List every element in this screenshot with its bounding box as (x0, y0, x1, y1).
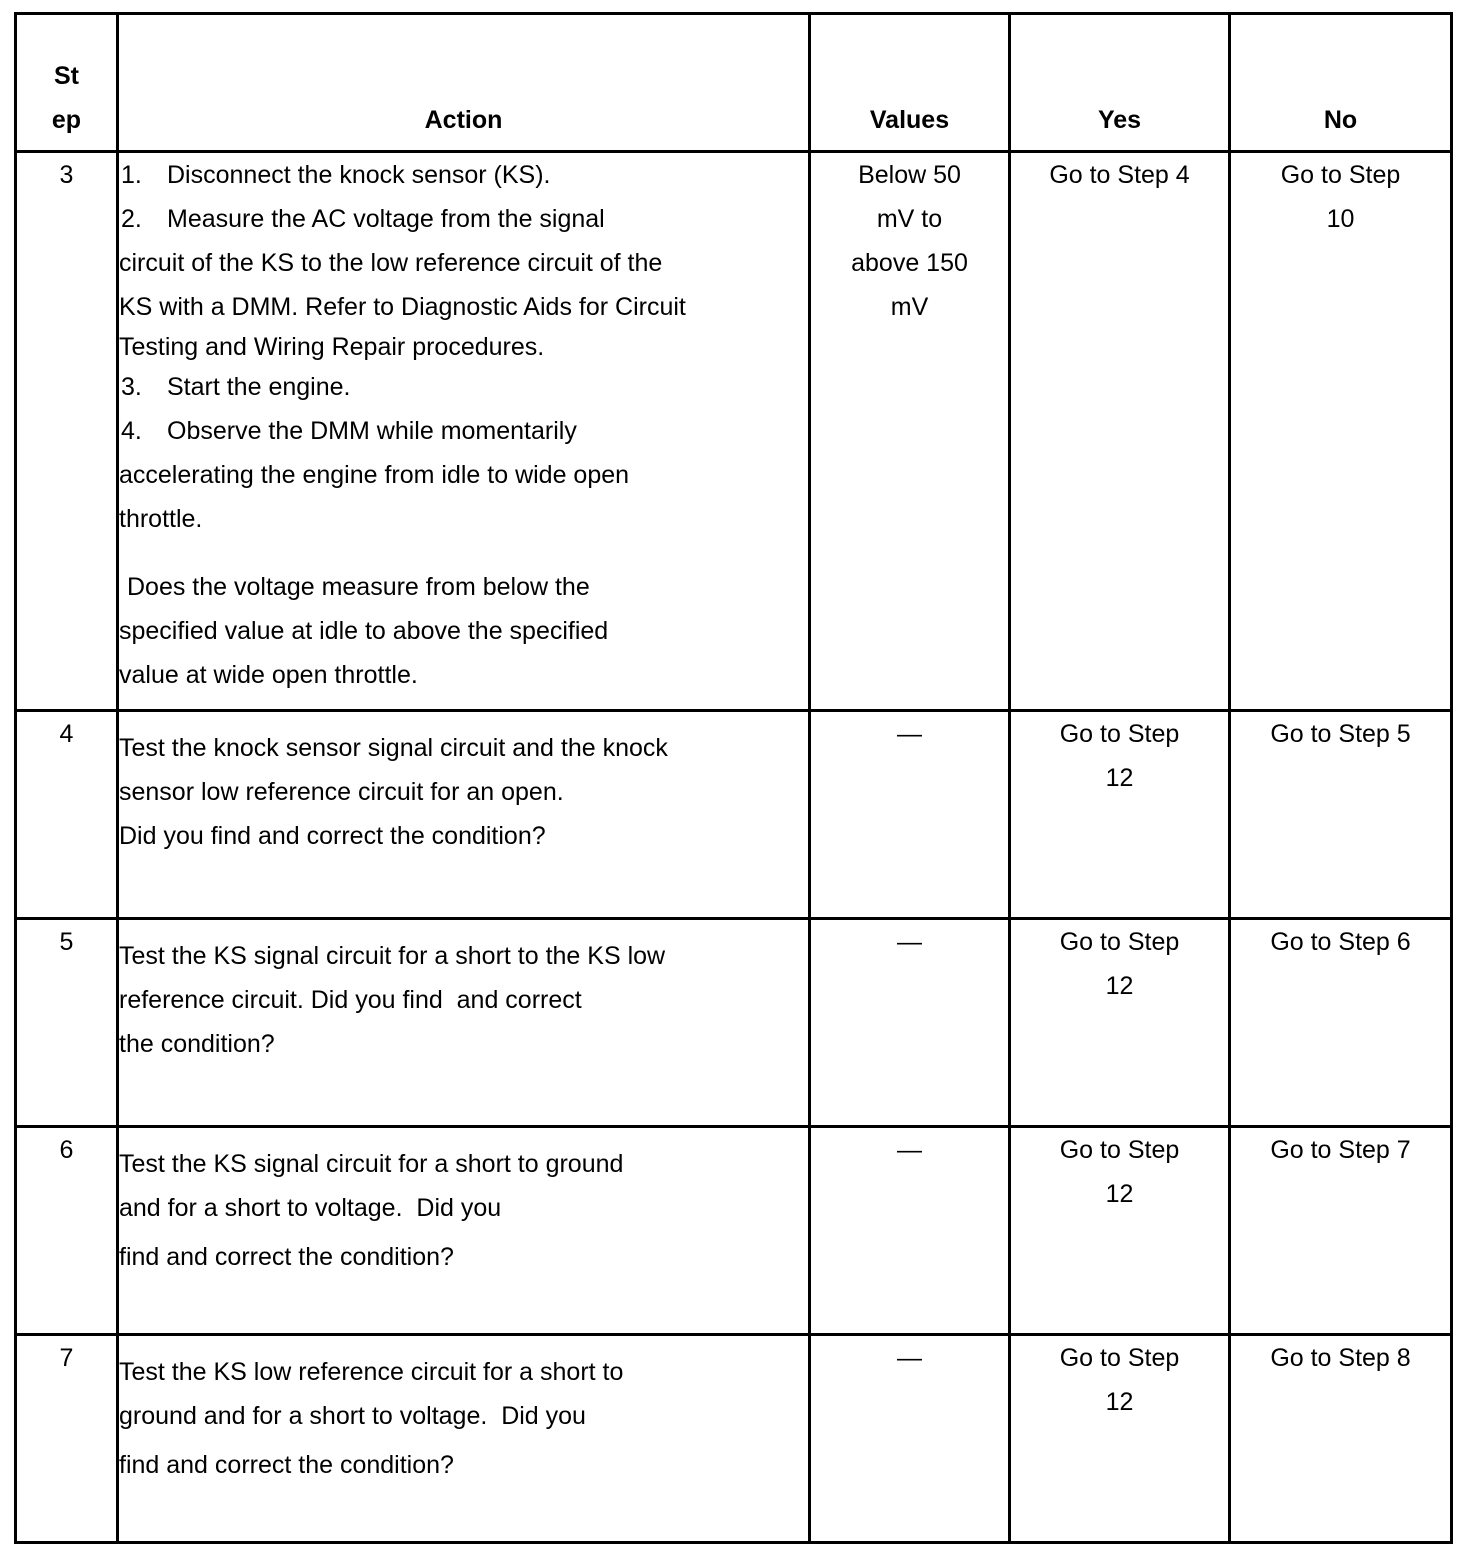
header-step-line1: St (54, 62, 79, 90)
no-cell (1230, 711, 1452, 919)
action-line: Test the knock sensor signal circuit and the knock (119, 734, 668, 762)
header-row (16, 14, 1452, 152)
header-step-line2: ep (51, 106, 82, 134)
values-line: Below 50 (858, 161, 961, 189)
action-line: find and correct the condition? (119, 1451, 454, 1479)
yes-cell (1010, 919, 1230, 1127)
values-dash: — (897, 1136, 922, 1164)
header-values: Values (810, 14, 1010, 152)
no-cell (1230, 152, 1452, 711)
question-line: Does the voltage measure from below the (127, 573, 590, 601)
action-cell (118, 711, 810, 919)
yes-line: 12 (1105, 1388, 1134, 1416)
action-line: accelerating the engine from idle to wide open (119, 461, 630, 489)
action-line: Testing and Wiring Repair procedures. (119, 333, 545, 361)
no-line: Go to Step 5 (1270, 720, 1411, 748)
action-line: reference circuit. Did you find and correct (119, 986, 582, 1014)
table-row-step-3 (16, 152, 1452, 711)
values-line: above 150 (851, 249, 968, 277)
step-number: 6 (16, 1127, 118, 1335)
action-line: ground and for a short to voltage. Did you (119, 1402, 586, 1430)
action-line: KS with a DMM. Refer to Diagnostic Aids for Circuit (119, 293, 686, 321)
action-line: Test the KS signal circuit for a short to ground (119, 1150, 624, 1178)
values-line: mV to (876, 205, 943, 233)
action-line: find and correct the condition? (119, 1243, 454, 1271)
step-number: 7 (16, 1335, 118, 1543)
action-line: circuit of the KS to the low reference circuit of the (119, 249, 663, 277)
action-item-2: 2. Measure the AC voltage from the signal (121, 205, 605, 233)
question-line: value at wide open throttle. (119, 661, 418, 689)
action-line: Test the KS low reference circuit for a short to (119, 1358, 624, 1386)
action-line: sensor low reference circuit for an open. (119, 778, 564, 806)
yes-line: Go to Step (1059, 720, 1180, 748)
values-line: mV (890, 293, 929, 321)
action-line: throttle. (119, 505, 203, 533)
table-row-step-6 (16, 1127, 1452, 1335)
action-line: and for a short to voltage. Did you (119, 1194, 502, 1222)
values-cell (810, 152, 1010, 711)
action-line: Did you find and correct the condition? (119, 822, 546, 850)
no-line: Go to Step 7 (1270, 1136, 1411, 1164)
question-line: specified value at idle to above the specified (119, 617, 609, 645)
yes-line: Go to Step (1059, 1344, 1180, 1372)
no-line: Go to Step 8 (1270, 1344, 1411, 1372)
yes-cell (1010, 711, 1230, 919)
table-row-step-4 (16, 711, 1452, 919)
yes-line: 12 (1105, 764, 1134, 792)
table-row-step-7 (16, 1335, 1452, 1543)
yes-cell (1010, 1127, 1230, 1335)
action-cell (118, 919, 810, 1127)
values-cell (810, 711, 1010, 919)
action-line: the condition? (119, 1030, 275, 1058)
action-item-3: 3. Start the engine. (121, 373, 351, 401)
yes-line: Go to Step (1059, 1136, 1180, 1164)
step-number: 4 (16, 711, 118, 919)
yes-cell (1010, 152, 1230, 711)
values-dash: — (897, 1344, 922, 1372)
action-cell (118, 1335, 810, 1543)
yes-line: 12 (1105, 972, 1134, 1000)
values-cell (810, 1335, 1010, 1543)
header-step (16, 14, 118, 152)
no-line: 10 (1326, 205, 1355, 233)
spacer (119, 541, 808, 565)
header-no: No (1230, 14, 1452, 152)
yes-line: Go to Step (1059, 928, 1180, 956)
no-line: Go to Step 6 (1270, 928, 1411, 956)
diagnostic-table (14, 12, 1453, 1544)
action-item-4: 4. Observe the DMM while momentarily (121, 417, 577, 445)
yes-line: Go to Step 4 (1049, 161, 1190, 189)
no-cell (1230, 1127, 1452, 1335)
yes-cell (1010, 1335, 1230, 1543)
header-yes: Yes (1010, 14, 1230, 152)
action-cell (118, 152, 810, 711)
table-row-step-5 (16, 919, 1452, 1127)
values-cell (810, 1127, 1010, 1335)
values-dash: — (897, 720, 922, 748)
no-cell (1230, 1335, 1452, 1543)
no-line: Go to Step (1280, 161, 1401, 189)
action-line: Test the KS signal circuit for a short to the KS low (119, 942, 666, 970)
step-number: 3 (16, 152, 118, 711)
values-cell (810, 919, 1010, 1127)
yes-line: 12 (1105, 1180, 1134, 1208)
step-number: 5 (16, 919, 118, 1127)
no-cell (1230, 919, 1452, 1127)
action-cell (118, 1127, 810, 1335)
values-dash: — (897, 928, 922, 956)
header-action: Action (118, 14, 810, 152)
action-item-1: 1. Disconnect the knock sensor (KS). (121, 161, 551, 189)
